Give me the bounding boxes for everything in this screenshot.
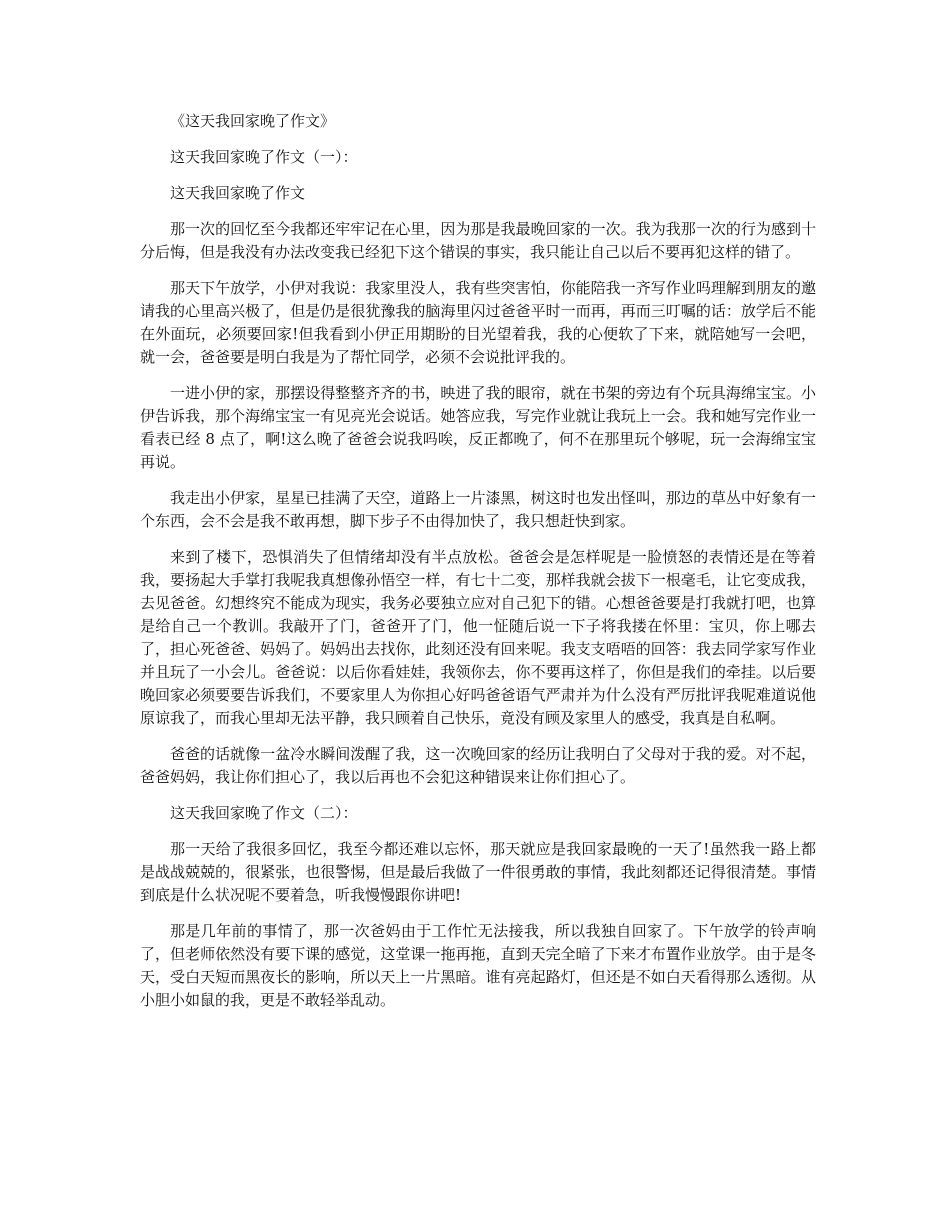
document-page bbox=[140, 110, 816, 1025]
paragraph: 那天下午放学，小伊对我说：我家里没人，我有些突害怕，你能陪我一齐写作业吗理解到朋友的邀请我的心里高兴极了，但是仍是很犹豫我的脑海里闪过爸爸平时一而再，再而三叮嘱的话：放学后不能在外面玩，必须要回家!但我看到小伊正用期盼的目光望着我，我的心便软了下来，就陪她写一会吧，就一会，爸爸要是明白我是为了帮忙同学，必须不会说批评我的。 bbox=[140, 279, 816, 366]
paragraph: 一进小伊的家，那摆设得整整齐齐的书，映进了我的眼帘，就在书架的旁边有个玩具海绵宝宝。小伊告诉我，那个海绵宝宝一有见亮光会说话。她答应我，写完作业就让我玩上一会。我和她写完作业一看表已经 8 点了，啊!这么晚了爸爸会说我吗唉，反正都晚了，何不在那里玩个够呢，玩一会海绵宝宝再说。 bbox=[140, 384, 816, 471]
paragraph: 那一次的回忆至今我都还牢牢记在心里，因为那是我最晚回家的一次。我为我那一次的行为感到十分后悔，但是我没有办法改变我已经犯下这个错误的事实，我只能让自己以后不要再犯这样的错了。 bbox=[140, 220, 816, 261]
paragraph: 来到了楼下，恐惧消失了但情绪却没有半点放松。爸爸会是怎样呢是一脸愤怒的表情还是在等着我，要扬起大手掌打我呢我真想像孙悟空一样，有七十二变，那样我就会拔下一根毫毛，让它变成我，去见爸爸。幻想终究不能成为现实，我务必要独立应对自己犯下的错。心想爸爸要是打我就打吧，也算是给自己一个教训。我敲开了门，爸爸开了门，他一怔随后说一下子将我搂在怀里：宝贝，你上哪去了，担心死爸爸、妈妈了。妈妈出去找你，此刻还没有回来呢。我支支唔唔的回答：我去同学家写作业并且玩了一小会儿。爸爸说：以后你看娃娃，我领你去，你不要再这样了，你但是我们的牵挂。以后要晚回家必须要要告诉我们，不要家里人为你担心好吗爸爸语气严肃并为什么没有严厉批评我呢难道说他原谅我了，而我心里却无法平静，我只顾着自己快乐，竟没有顾及家里人的感受，我真是自私啊。 bbox=[140, 548, 816, 727]
section-two-heading: 这天我回家晚了作文（二）： bbox=[170, 804, 358, 822]
section-one-heading: 这天我回家晚了作文（一）： bbox=[170, 148, 358, 166]
paragraph: 爸爸的话就像一盆冷水瞬间泼醒了我，这一次晚回家的经历让我明白了父母对于我的爱。对不起，爸爸妈妈，我让你们担心了，我以后再也不会犯这种错误来让你们担心了。 bbox=[140, 745, 816, 786]
paragraph: 那是几年前的事情了，那一次爸妈由于工作忙无法接我，所以我独自回家了。下午放学的铃声响了，但老师依然没有要下课的感觉，这堂课一拖再拖，直到天完全暗了下来才布置作业放学。由于是冬天，受白天短而黑夜长的影响，所以天上一片黑暗。谁有亮起路灯，但还是不如白天看得那么透彻。从小胆小如鼠的我，更是不敢轻举乱动。 bbox=[140, 922, 816, 1009]
paragraph: 那一天给了我很多回忆，我至今都还难以忘怀，那天就应是我回家最晚的一天了!虽然我一路上都是战战兢兢的，很紧张，也很警惕，但是最后我做了一件很勇敢的事情，我此刻都还记得很清楚。事情到底是什么状况呢不要着急，听我慢慢跟你讲吧! bbox=[140, 840, 816, 904]
section-one-subtitle: 这天我回家晚了作文 bbox=[170, 184, 306, 202]
document-title: 《这天我回家晚了作文》 bbox=[170, 112, 336, 130]
paragraph: 我走出小伊家，星星已挂满了天空，道路上一片漆黑，树这时也发出怪叫，那边的草丛中好象有一个东西，会不会是我不敢再想，脚下步子不由得加快了，我只想赶快到家。 bbox=[140, 489, 816, 530]
